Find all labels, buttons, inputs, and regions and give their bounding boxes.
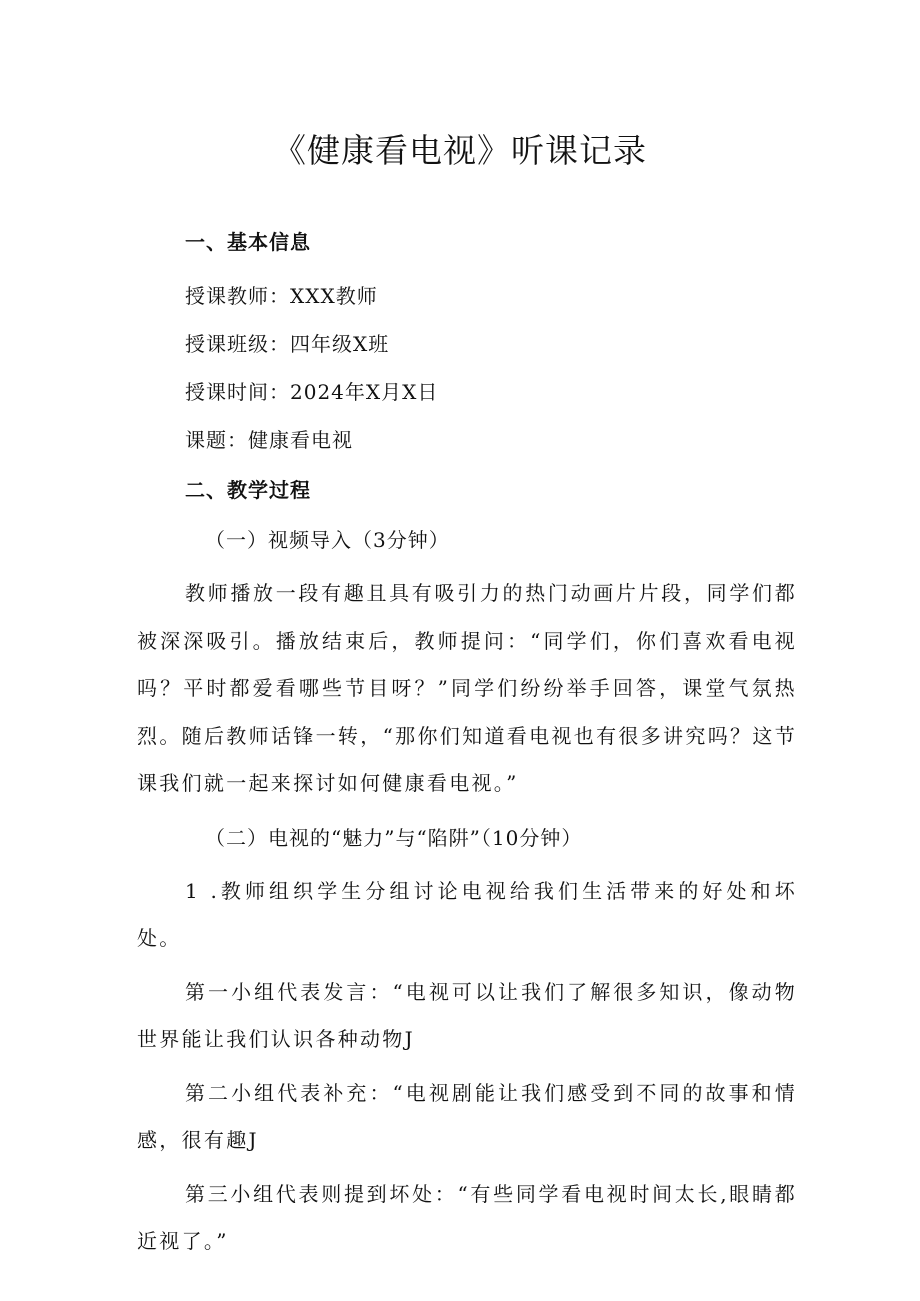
topic-line: 课题：健康看电视 — [185, 428, 353, 452]
section-heading-teaching-process: 二、教学过程 — [185, 478, 311, 502]
paragraph-group-2: 第二小组代表补充：“电视剧能让我们感受到不同的故事和情感，很有趣J — [137, 1080, 797, 1152]
class-line: 授课班级：四年级X班 — [185, 332, 390, 356]
time-line: 授课时间：2024年X月X日 — [185, 380, 439, 404]
document-title: 《健康看电视》听课记录 — [273, 131, 647, 170]
subsection-heading-video-intro: （一）视频导入（3分钟） — [205, 528, 450, 552]
subsection-heading-charm-trap: （二）电视的“魅力”与“陷阱”（10分钟） — [205, 825, 583, 850]
document-body — [137, 222, 797, 1266]
paragraph-item-1: 1 .教师组织学生分组讨论电视给我们生活带来的好处和坏处。 — [137, 878, 797, 950]
paragraph-video-intro: 教师播放一段有趣且具有吸引力的热门动画片片段，同学们都被深深吸引。播放结束后，教师提问：“同学们，你们喜欢看电视吗？平时都爱看哪些节目呀？”同学们纷纷举手回答，课堂气氛热烈。随后教师话锋一转，“那你们知道看电视也有很多讲究吗？这节课我们就一起来探讨如何健康看电视。” — [137, 581, 797, 795]
paragraph-group-1: 第一小组代表发言：“电视可以让我们了解很多知识，像动物世界能让我们认识各种动物J — [137, 979, 797, 1051]
section-heading-basic-info: 一、基本信息 — [185, 230, 311, 254]
paragraph-group-3: 第三小组代表则提到坏处：“有些同学看电视时间太长,眼睛都近视了。” — [137, 1181, 797, 1253]
teacher-line: 授课教师：XXX教师 — [185, 284, 378, 308]
